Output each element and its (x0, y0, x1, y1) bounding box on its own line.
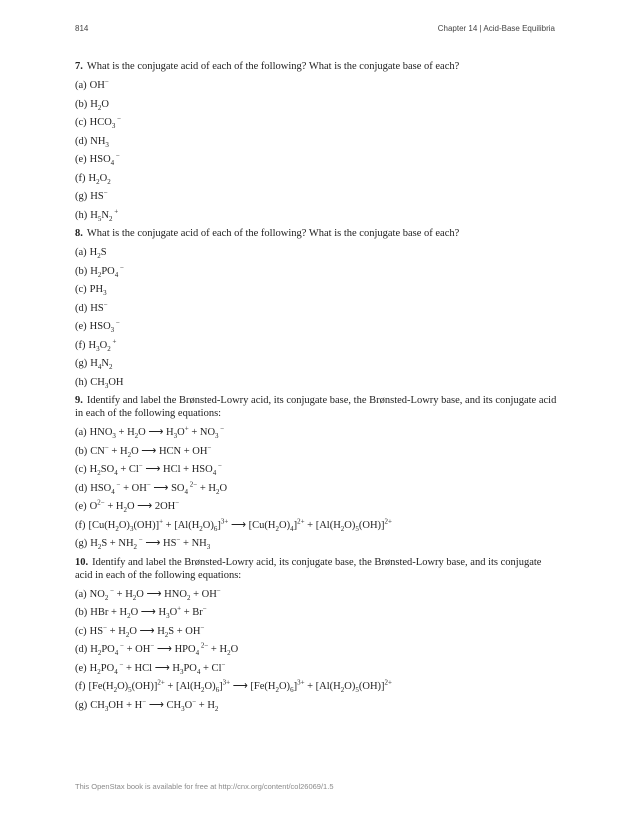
exercise-list (75, 60, 560, 717)
list-item: (g) $H_4N_2$ (75, 358, 113, 372)
question-text: What is the conjugate acid of each of the following? What is the conjugate base of each? (86, 228, 460, 239)
question-number: 8. (75, 228, 83, 239)
list-item: (d) HS− (75, 300, 108, 314)
equation: (f) $[Cu(H_2O)_3(OH)]^+ + [Al(H_2O)_6]^{3+}$ ⟶ $[Cu(H_2O)_4]^{2+} + [Al(H_2O)_5(OH)]^{2+}$ (75, 517, 392, 533)
equation: (b) HBr + $H_2O$ ⟶ $H_3O^+ + Br^-$ (75, 604, 207, 621)
list-item: (h) $H_5N_2$ + (75, 207, 119, 223)
page-number: 814 (75, 24, 89, 33)
list-item: (e) $HSO_4$ − (75, 151, 120, 168)
equation: (e) $O^{2-} + H_2O$ ⟶ 2OH− (75, 498, 180, 515)
question-number: 9. (75, 395, 83, 406)
question-number: 7. (75, 61, 83, 72)
footer-attribution: This OpenStax book is available for free at http://cnx.org/content/col26069/1.5 (75, 782, 334, 791)
equation: (a) $HNO_3 + H_2O$ ⟶ $H_3O^+ + NO_3$ − (75, 424, 225, 441)
equation: (d) $HSO_4$ − + OH− ⟶ $SO_4$ $^{2-} + H_2O$ (75, 480, 228, 496)
list-item: (c) $HCO_3$ − (75, 114, 122, 131)
list-item: (c) $PH_3$ (75, 284, 107, 298)
equation: (e) $H_2PO_4$ − + HCl ⟶ $H_3PO_4 + Cl^-$ (75, 660, 226, 676)
equation: (d) $H_2PO_4$ − + OH− ⟶ $HPO_4$ $^{2-} + H_2O$ (75, 641, 239, 658)
question-7 (75, 60, 560, 73)
list-item: (g) HS− (75, 188, 108, 202)
list-item: (h) $CH_3OH$ (75, 376, 124, 390)
question-9 (75, 394, 560, 420)
list-item: (f) $H_3O_2$ + (75, 337, 117, 353)
list-item: (a) OH− (75, 77, 109, 91)
question-text: What is the conjugate acid of each of the following? What is the conjugate base of each? (86, 61, 460, 72)
question-text: Identify and label the Brønsted-Lowry acid, its conjugate base, the Brønsted-Lowry base, and its conjugate acid in each of the following equations: (75, 395, 557, 419)
question-text: Identify and label the Brønsted-Lowry acid, its conjugate base, the Brønsted-Lowry base, and its conjugate acid in each of the following equations: (75, 556, 542, 581)
list-item: (a) $H_2S$ (75, 247, 107, 261)
list-item: (d) $NH_3$ (75, 135, 109, 149)
question-10 (75, 556, 560, 582)
equation: (g) $CH_3OH + H^-$ ⟶ $CH_3O^- + H_2$ (75, 697, 219, 713)
equation: (a) $NO_2$ $^- + H_2O$ ⟶ $HNO_2 + OH^-$ (75, 586, 221, 602)
list-item: (b) $H_2O$ (75, 98, 109, 112)
chapter-title: Chapter 14 | Acid-Base Equilibria (437, 24, 555, 33)
equation: (c) $H_2SO_4 + Cl^-$ ⟶ HCl + $HSO_4$ − (75, 461, 222, 478)
list-item: (e) $HSO_3$ − (75, 318, 120, 335)
list-item: (b) $H_2PO_4$ − (75, 263, 124, 279)
equation: (f) $[Fe(H_2O)_5(OH)]^{2+} + [Al(H_2O)_6]^{3+}$ ⟶ $[Fe(H_2O)_6]^{3+} + [Al(H_2O)_5(OH)]^{2+}$ (75, 678, 392, 695)
list-item: (f) $H_2O_2$ (75, 172, 111, 186)
equation: (b) $CN^- + H_2O$ ⟶ HCN + OH− (75, 443, 212, 459)
equation: (g) $H_2S + NH_2$ − ⟶ $HS^- + NH_3$ (75, 535, 211, 552)
equation: (c) $HS^- + H_2O$ ⟶ $H_2S + OH^-$ (75, 623, 205, 639)
question-8 (75, 227, 560, 240)
question-number: 10. (75, 556, 89, 568)
